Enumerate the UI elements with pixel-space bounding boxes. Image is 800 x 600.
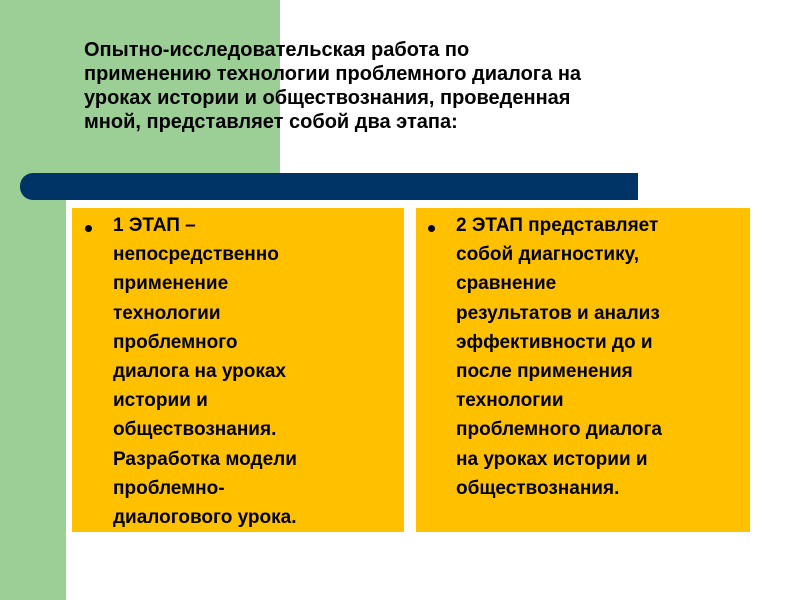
bullet-icon: [428, 225, 435, 232]
stage-1-text: 1 ЭТАП – непосредственно применение технологии проблемного диалога на уроках истории и обществознания. Разработка модели проблемно- диалогового урока.: [113, 215, 297, 529]
side-band-left: [0, 180, 66, 600]
slide-title: Опытно-исследовательская работа по применению технологии проблемного диалога на уроках истории и обществознания, проведенная мной, представляет собой два этапа:: [84, 39, 582, 133]
divider-bar: [20, 173, 638, 200]
bullet-icon: [85, 225, 92, 232]
stage-2-text: 2 ЭТАП представляет собой диагностику, сравнение результатов и анализ эффективности до и после применения технологии проблемного диалога на уроках истории и обществознания.: [456, 215, 662, 499]
